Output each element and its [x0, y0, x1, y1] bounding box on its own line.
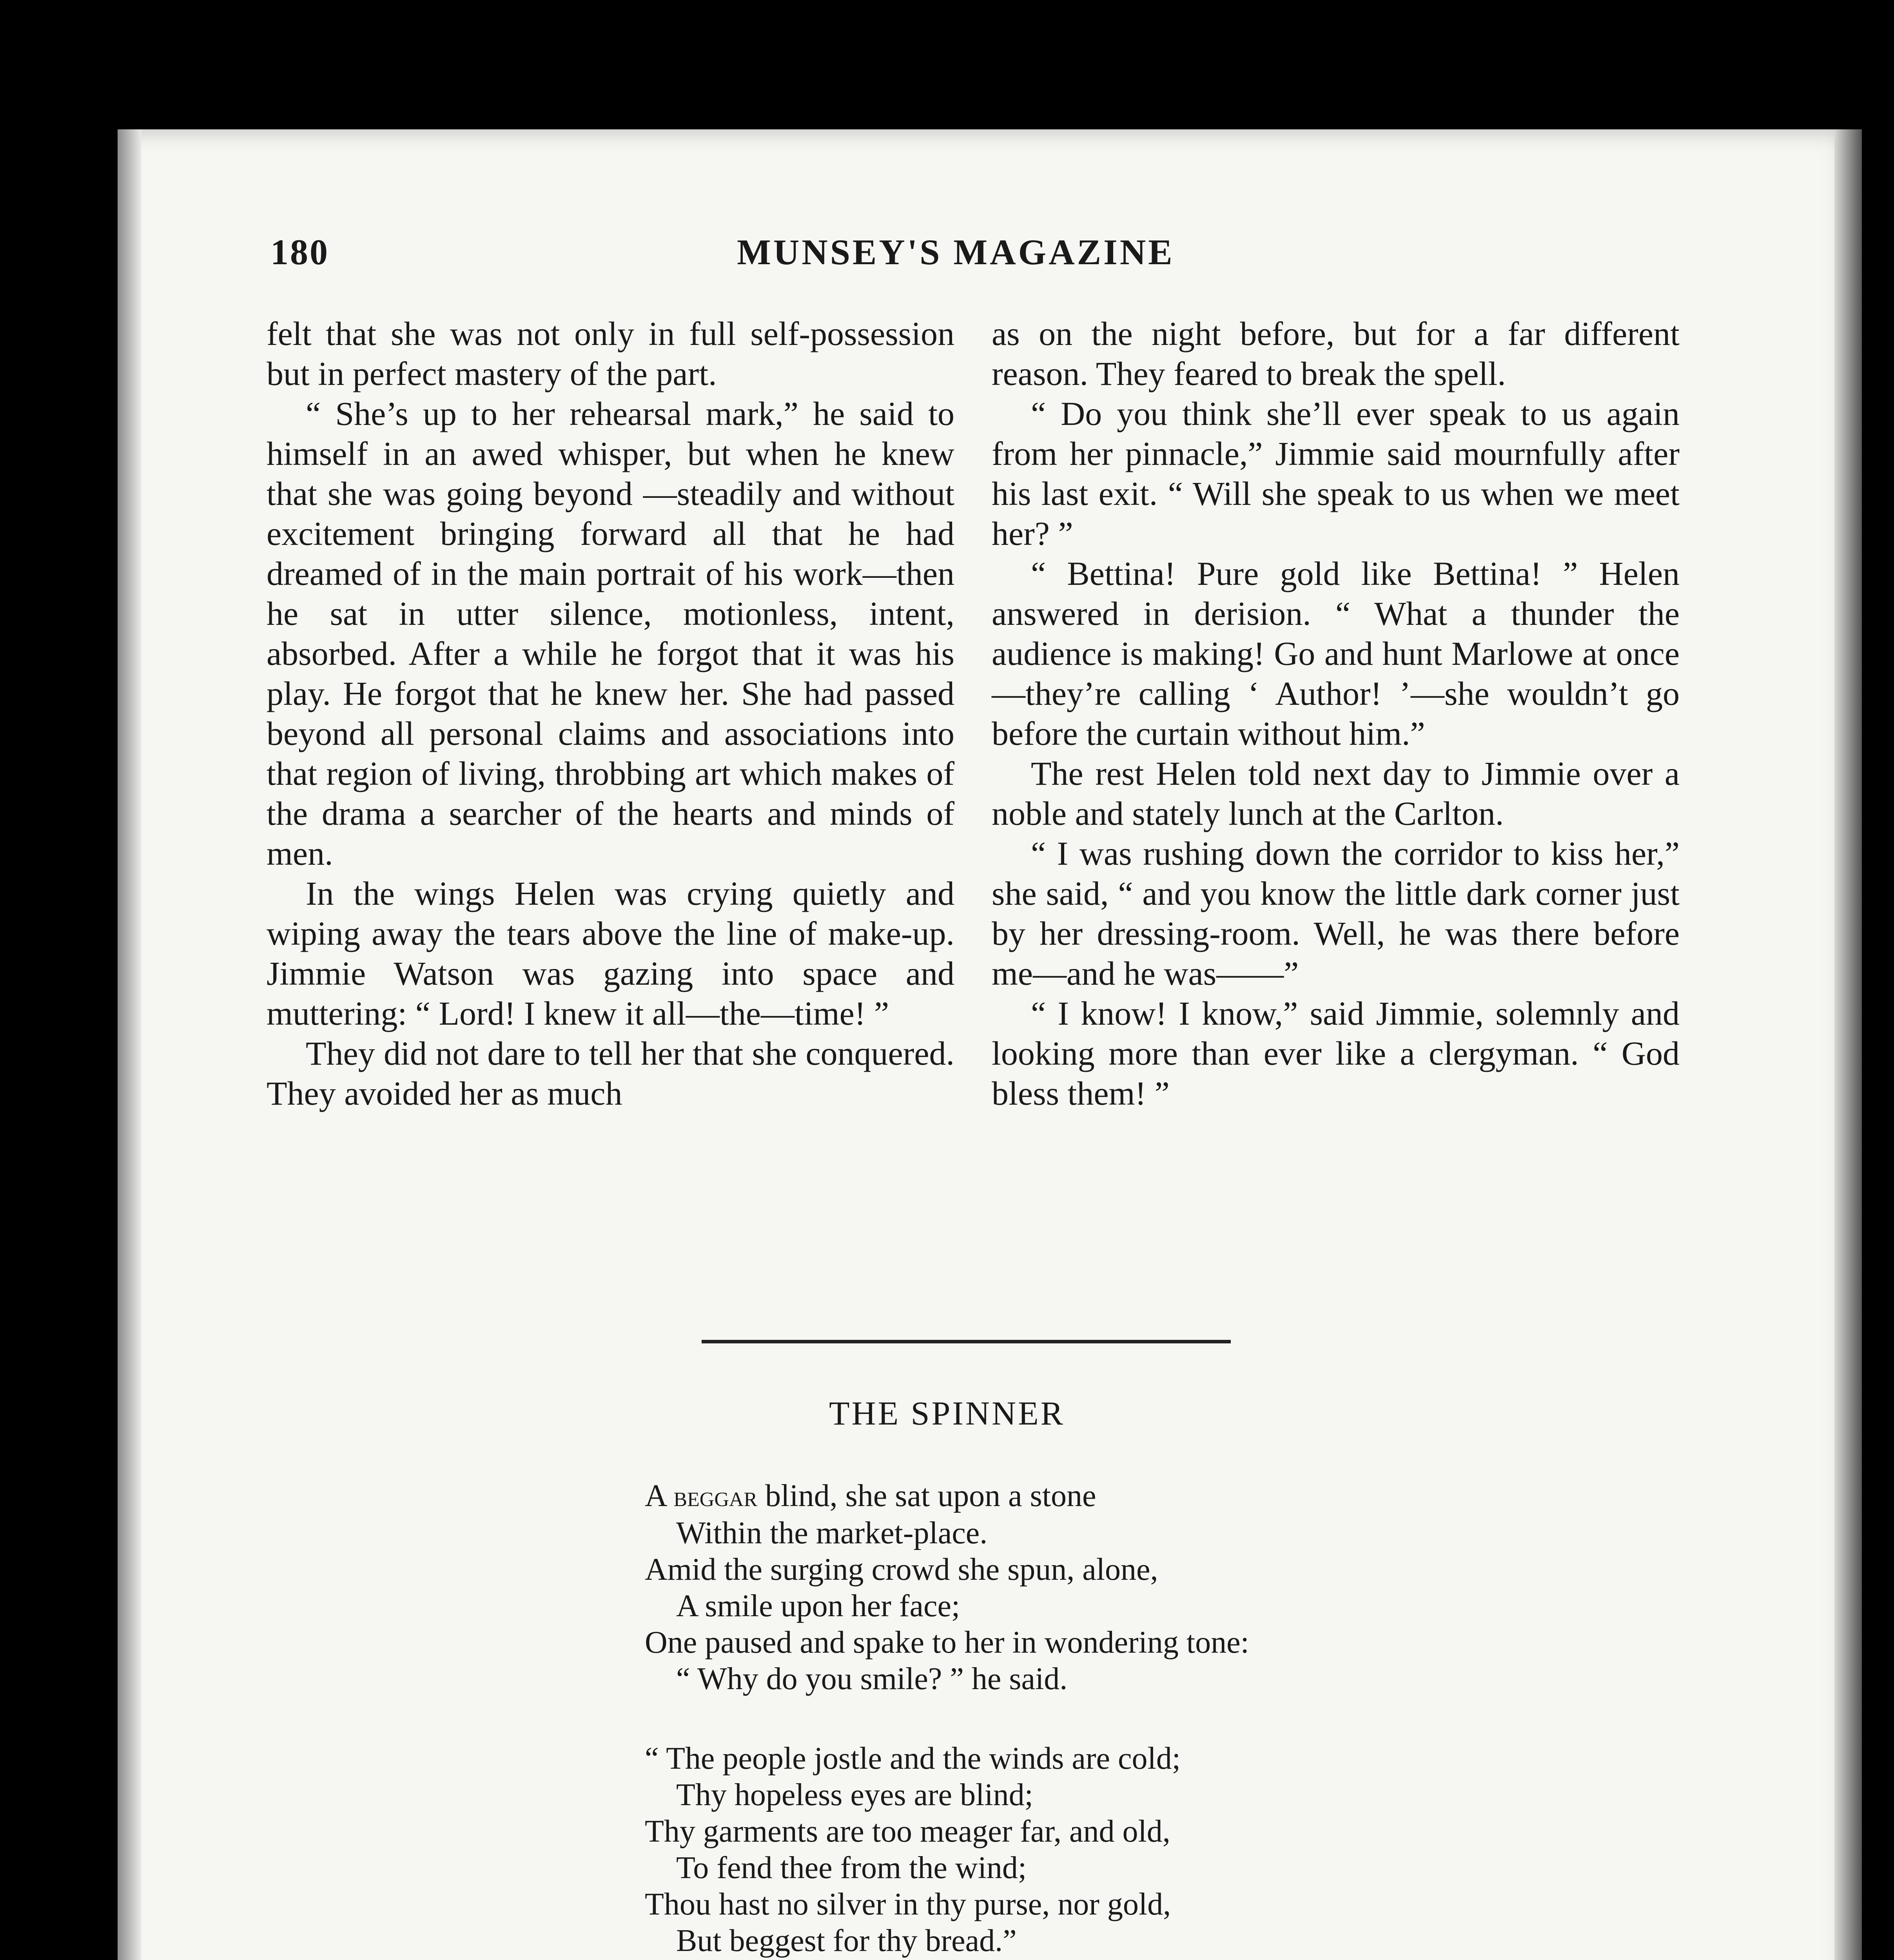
paragraph: They did not dare to tell her that she conquered. They avoided her as much: [267, 1034, 954, 1112]
page-number: 180: [270, 232, 329, 272]
right-column: [992, 314, 1680, 1113]
poem-line: A smile upon her face;: [676, 1589, 960, 1623]
paragraph: “ I was rushing down the corridor to kiss her,” she said, “ and you know the little dark corner just by her dressing-room. Well, he was there before me—and he was——”: [992, 835, 1680, 992]
poem-line: Thy garments are too meager far, and old,: [645, 1814, 1170, 1849]
stanza: [645, 1478, 1742, 1697]
paragraph: “ She’s up to her rehearsal mark,” he said to himself in an awed whisper, but when he knew that she was going beyond —steadily and without excitement bringing forward all that he had dreamed of in the main portrait of his work—then he sat in utter silence, motionless, intent, absorbed. After a while he forgot that it was his play. He forgot that he knew her. She had passed beyond all personal claims and associations into that region of living, throbbing art which makes of the drama a searcher of the hearts and minds of men.: [267, 395, 954, 872]
paragraph: “ I know! I know,” said Jimmie, solemnly and looking more than ever like a clergyman. “ God bless them! ”: [992, 995, 1680, 1112]
poem-line: Thy hopeless eyes are blind;: [676, 1778, 1033, 1812]
poem-line: Thou hast no silver in thy purse, nor gold,: [645, 1887, 1171, 1922]
section-divider: [702, 1340, 1231, 1343]
stanza: [645, 1740, 1742, 1959]
poem-line: Within the market-place.: [676, 1516, 988, 1550]
poem-line: Amid the surging crowd she spun, alone,: [645, 1552, 1158, 1587]
poem-line: One paused and spake to her in wondering tone:: [645, 1625, 1249, 1660]
paragraph: In the wings Helen was crying quietly and wiping away the tears above the line of make-up. Jimmie Watson was gazing into space and muttering: “ Lord! I knew it all—the—time! ”: [267, 875, 954, 1032]
poem-line: “ Why do you smile? ” he said.: [676, 1662, 1068, 1696]
paragraph: The rest Helen told next day to Jimmie over a noble and stately lunch at the Carlton.: [992, 755, 1680, 832]
poem-line-text: blind, she sat upon a stone: [765, 1479, 1096, 1513]
paragraph: as on the night before, but for a far different reason. They feared to break the spell.: [992, 315, 1680, 392]
paragraph: felt that she was not only in full self-possession but in perfect mastery of the part.: [267, 315, 954, 392]
paragraph: “ Do you think she’ll ever speak to us again from her pinnacle,” Jimmie said mournfully after his last exit. “ Will she speak to us when we meet her? ”: [992, 395, 1680, 552]
poem-line: To fend thee from the wind;: [676, 1851, 1027, 1885]
poem-title: THE SPINNER: [829, 1394, 1065, 1432]
poem-line: But beggest for thy bread.”: [676, 1924, 1017, 1958]
small-caps-word: beggar: [673, 1481, 758, 1513]
page-edge-shadow: [1834, 129, 1862, 1960]
poem-line: “ The people jostle and the winds are cold;: [645, 1741, 1181, 1776]
poem: [645, 1478, 1742, 1960]
running-head: MUNSEY'S MAGAZINE: [737, 232, 1175, 272]
page-spine-shadow: [118, 129, 141, 1960]
paragraph: “ Bettina! Pure gold like Bettina! ” Helen answered in derision. “ What a thunder the audience is making! Go and hunt Marlowe at once—they’re calling ‘ Author! ’—she wouldn’t go before the curtain without him.”: [992, 555, 1680, 752]
poem-line: A beggar blind, she sat upon a stone: [645, 1479, 1096, 1513]
left-column: [267, 314, 954, 1113]
